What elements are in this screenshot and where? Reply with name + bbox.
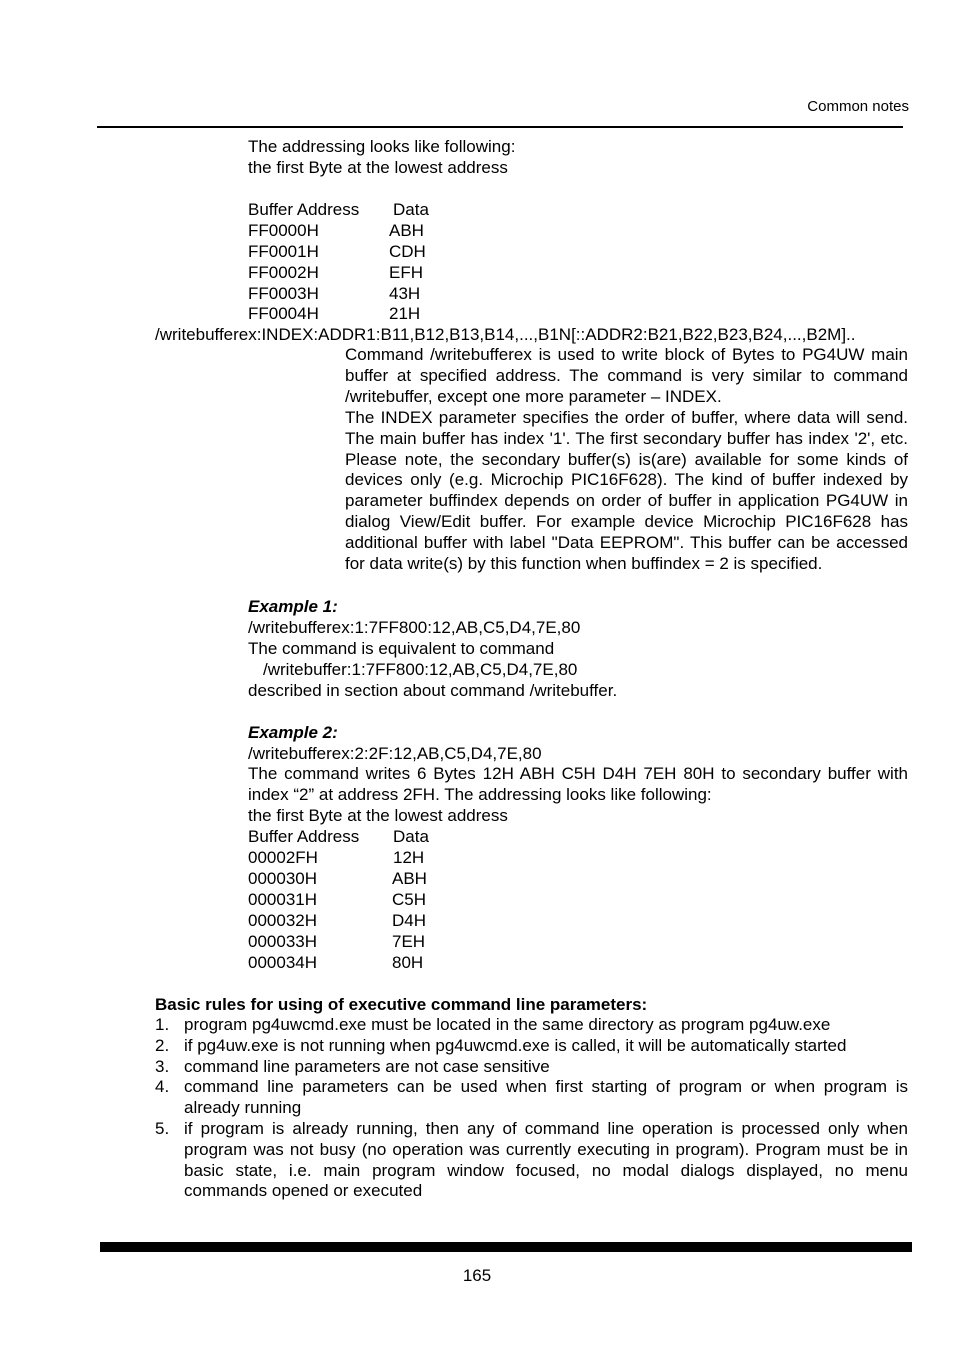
table-cell-address: 000034H [248, 953, 318, 972]
footer-rule [100, 1242, 912, 1252]
table-cell-data: CDH [389, 242, 426, 261]
running-header: Common notes [807, 98, 909, 115]
table-cell-address: 000033H [248, 932, 318, 951]
table-cell-address: 000032H [248, 911, 318, 930]
list-item-number: 4. [155, 1077, 170, 1097]
list-item [155, 1119, 908, 1202]
table-header-address: Buffer Address [248, 827, 360, 846]
table-cell-data: ABH [392, 869, 427, 888]
table-cell-data: 7EH [392, 932, 426, 951]
page-number: 165 [462, 1266, 492, 1285]
list-item-text: if pg4uw.exe is not running when pg4uwcmd.exe is called, it will be automatically started [184, 1035, 847, 1055]
basic-rules-list [155, 1015, 908, 1202]
table-cell-address: 00002FH [248, 848, 318, 867]
example-1-title: Example 1: [248, 597, 338, 616]
table-cell-data: ABH [389, 221, 424, 240]
example-1-described: described in section about command /writebuffer. [248, 681, 618, 700]
table-cell-address: FF0000H [248, 221, 319, 240]
example-1-command: /writebufferex:1:7FF800:12,AB,C5,D4,7E,80 [248, 618, 581, 637]
table-cell-address: FF0002H [248, 263, 319, 282]
basic-rules-heading: Basic rules for using of executive command line parameters: [155, 995, 648, 1014]
example-2-title: Example 2: [248, 723, 338, 742]
description-paragraph-2: The INDEX parameter specifies the order of buffer, where data will send. The main buffer has index '1'. The first secondary buffer has index '2', etc. Please note, the secondary buffer(s) is(are) available for some kinds of devices only (e.g. Microchip PIC16F628). The kind of buffer indexed by parameter buffindex depends on order of buffer in application PG4UW in dialog View/Edit buffer. For example device Microchip PIC16F628 has additional buffer with label "Data EEPROM". This buffer can be accessed for data write(s) by this function when buffindex = 2 is specified. [345, 408, 908, 573]
list-item-number: 1. [155, 1015, 170, 1034]
example-1-equiv-text: The command is equivalent to command [248, 639, 555, 658]
command-syntax: /writebufferex:INDEX:ADDR1:B11,B12,B13,B14,...,B1N[::ADDR2:B21,B22,B23,B24,...,B2M].. [155, 325, 856, 344]
header-rule [97, 126, 903, 128]
table-cell-address: FF0004H [248, 304, 319, 323]
list-item-text: if program is already running, then any of command line operation is processed only when program was not busy (no operation was currently executing in program). Program must be in basic state, i.e. main program window focused, no modal dialogs displayed, no menu commands opened or executed [184, 1118, 908, 1201]
example-2-command: /writebufferex:2:2F:12,AB,C5,D4,7E,80 [248, 744, 542, 763]
list-item [155, 1015, 908, 1036]
example-1-equiv-command: /writebuffer:1:7FF800:12,AB,C5,D4,7E,80 [263, 660, 578, 679]
table-cell-data: 21H [389, 304, 421, 323]
list-item [155, 1036, 908, 1057]
description-paragraph-1: Command /writebufferex is used to write block of Bytes to PG4UW main buffer at specified address. The command is very similar to command /writebuffer, except one more parameter – INDEX. [345, 345, 908, 406]
table-cell-data: D4H [392, 911, 427, 930]
example-2-explanation: The command writes 6 Bytes 12H ABH C5H D4H 7EH 80H to secondary buffer with index “2” at address 2FH. The addressing looks like following: [248, 764, 908, 804]
example-2-first-byte: the first Byte at the lowest address [248, 806, 508, 825]
list-item-text: program pg4uwcmd.exe must be located in the same directory as program pg4uw.exe [184, 1015, 831, 1034]
table-cell-data: 43H [389, 284, 421, 303]
list-item-number: 5. [155, 1118, 170, 1138]
list-item [155, 1057, 908, 1078]
addressing-intro: The addressing looks like following: [248, 137, 516, 156]
table-cell-data: 80H [392, 953, 424, 972]
table-cell-data: EFH [389, 263, 423, 282]
list-item [155, 1077, 908, 1119]
table-cell-data: 12H [393, 848, 425, 867]
table-cell-address: 000031H [248, 890, 318, 909]
table-cell-address: FF0001H [248, 242, 319, 261]
table-cell-address: 000030H [248, 869, 318, 888]
table-header-data: Data [393, 827, 429, 846]
table-header-data: Data [393, 200, 429, 219]
table-cell-address: FF0003H [248, 284, 319, 303]
table-cell-data: C5H [392, 890, 427, 909]
list-item-number: 2. [155, 1035, 170, 1055]
list-item-text: command line parameters are not case sensitive [184, 1056, 550, 1076]
first-byte-note: the first Byte at the lowest address [248, 158, 508, 177]
table-header-address: Buffer Address [248, 200, 360, 219]
list-item-text: command line parameters can be used when first starting of program or when program is already running [184, 1077, 908, 1118]
list-item-number: 3. [155, 1056, 170, 1076]
